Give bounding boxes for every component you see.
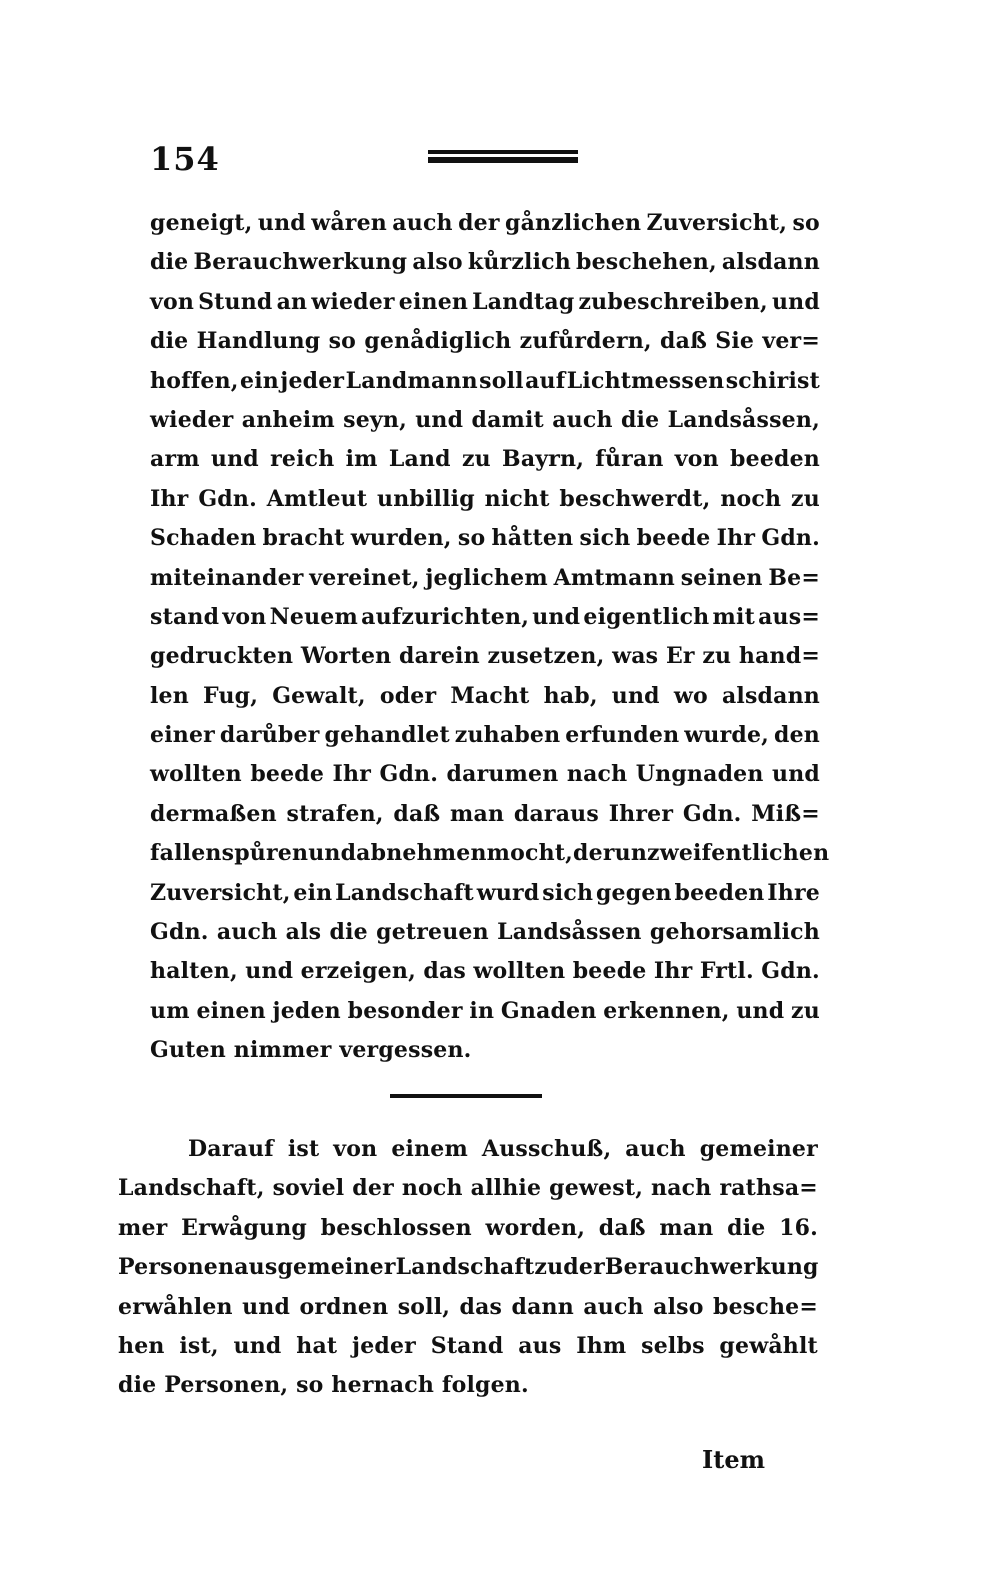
text-line: um einen jeden besonder in Gnaden erkennen, und zu [150,997,820,1024]
text-line: von Stund an wieder einen Landtag zubeschreiben, und [150,288,820,315]
text-line: wollten beede Ihr Gdn. darumen nach Ungnaden und [150,761,820,788]
text-line: dermaßen strafen, daß man daraus Ihrer Gdn. Miß= [150,800,820,827]
text-line: geneigt, und wåren auch der gånzlichen Zuversicht, so [150,210,820,236]
text-line: hen ist, und hat jeder Stand aus Ihm selbs gewåhlt [118,1332,818,1359]
section-divider [390,1094,542,1098]
text-line: arm und reich im Land zu Bayrn, fůran von beeden [150,446,820,473]
text-line: die Berauchwerkung also kůrzlich beschehen, alsdann [150,249,820,276]
text-line: Ihr Gdn. Amtleut unbillig nicht beschwerdt, noch zu [150,485,820,512]
text-line: Personen aus gemeiner Landschaft zu der Berauchwerkung [118,1254,819,1281]
text-line: gedruckten Worten darein zusetzen, was Er zu hand= [150,643,820,670]
text-line: erwåhlen und ordnen soll, das dann auch also besche= [118,1293,818,1320]
text-line: die Handlung so genådiglich zufůrdern, daß Sie ver= [150,328,820,355]
paragraph-2 [118,1130,818,1406]
header-rule-thick-bar [428,157,578,163]
catchword: Item [702,1445,765,1474]
text-line: Schaden bracht wurden, so håtten sich beede Ihr Gdn. [150,525,820,552]
paragraph-1 [150,204,830,1071]
text-line: halten, und erzeigen, das wollten beede Ihr Frtl. Gdn. [150,958,820,985]
text-line: fallen spůren und abnehmen mocht, der unzweifentlichen [150,840,830,867]
text-line: die Personen, so hernach folgen. [118,1372,529,1399]
page-number: 154 [150,140,220,178]
text-line: Landschaft, soviel der noch allhie gewest, nach rathsa= [118,1175,818,1202]
text-line: len Fug, Gewalt, oder Macht hab, und wo alsdann [150,682,820,709]
text-line: miteinander vereinet, jeglichem Amtmann seinen Be= [150,564,820,591]
header-rule-thin-bar [428,150,578,154]
text-line: einer darůber gehandlet zuhaben erfunden wurde, den [150,722,820,749]
text-line: Zuversicht, ein Landschaft wurd sich gegen beeden Ihre [150,879,820,906]
text-line: hoffen, ein jeder Landmann soll auf Lichtmessen schirist [150,367,820,394]
header-rule [428,150,578,164]
text-line: Darauf ist von einem Ausschuß, auch gemeiner [188,1136,818,1162]
text-line: mer Erwågung beschlossen worden, daß man die 16. [118,1214,818,1241]
text-line: stand von Neuem aufzurichten, und eigentlich mit aus= [150,603,820,630]
text-line: Guten nimmer vergessen. [150,1037,472,1064]
text-line: Gdn. auch als die getreuen Landsåssen gehorsamlich [150,919,820,946]
text-line: wieder anheim seyn, und damit auch die Landsåssen, [150,406,820,433]
